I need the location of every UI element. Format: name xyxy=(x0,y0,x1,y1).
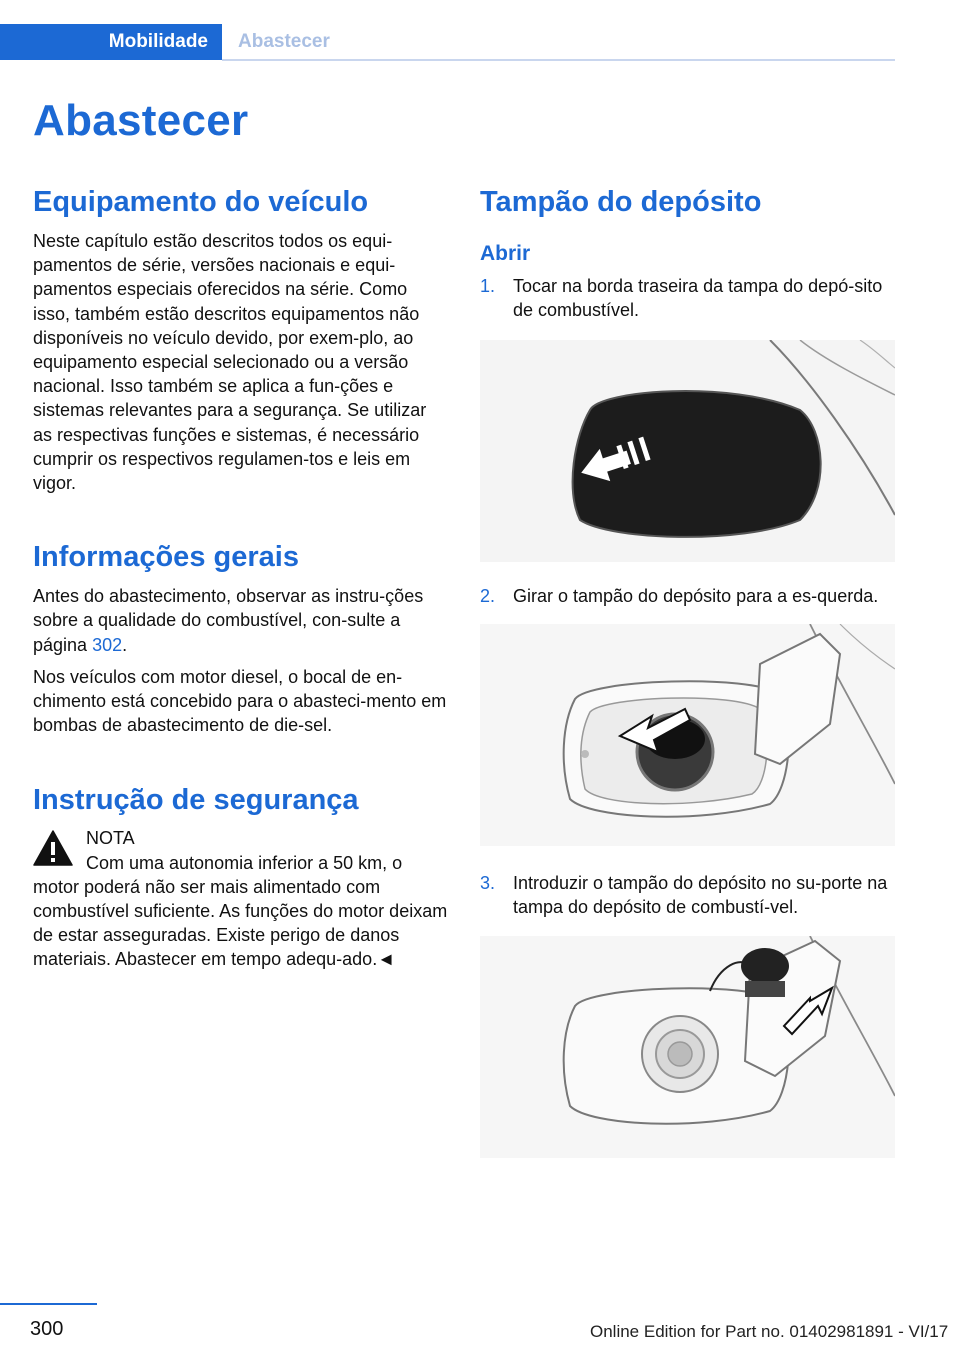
warning-block xyxy=(33,826,448,971)
step-2 xyxy=(480,584,895,608)
warning-text: Com uma autonomia inferior a 50 km, o motor poderá não ser mais alimentado com combustível suficiente. As funções do motor deixam de estar asseguradas. Existe perigo de danos materiais. Abastecer em tempo adequ-ado.◄ xyxy=(33,852,448,970)
general-info-text xyxy=(33,584,448,657)
section-tab[interactable]: Abastecer xyxy=(238,31,330,52)
general-info-text-start: Antes do abastecimento, observar as instru-ções sobre a qualidade do combustível, con-sulte a página xyxy=(33,586,424,655)
fuel-cap-holder-illustration xyxy=(480,936,895,1158)
step-number: 2. xyxy=(480,586,496,607)
page-title: Abastecer xyxy=(33,96,249,145)
page-302-link[interactable]: 302 xyxy=(92,634,123,655)
right-column xyxy=(480,180,895,1158)
edition-note: Online Edition for Part no. 01402981891 - VI/17 xyxy=(590,1322,949,1341)
page-number: 300 xyxy=(30,1318,64,1340)
fuel-flap-press-illustration xyxy=(480,340,895,562)
page-header xyxy=(0,24,895,62)
footer-divider xyxy=(0,1303,97,1305)
step-text: Tocar na borda traseira da tampa do depó-sito de combustível. xyxy=(513,276,883,321)
warning-label: NOTA xyxy=(86,828,135,849)
chapter-tab[interactable]: Mobilidade xyxy=(0,24,222,60)
step-1 xyxy=(480,274,895,322)
left-column xyxy=(33,180,448,972)
equipment-text: Neste capítulo estão descritos todos os equi-pamentos de série, versões nacionais e equi-pamentos especiais oferecidos na série. Como isso, também estão descritos equipamentos não disponíveis no veículo devido, por exem-plo, ao equipamento especial selecionado ou a versão nacional. Isso também se aplica a fun-ções e sistemas relevantes para a segurança. Se utilizar as respectivas funções e sistemas, é necessário cumprir os respectivos regulamen-tos e leis em vigor. xyxy=(33,231,427,494)
step-number: 3. xyxy=(480,872,496,893)
step-3 xyxy=(480,871,895,919)
diesel-text: Nos veículos com motor diesel, o bocal de en-chimento está concebido para o abasteci-mento em bombas de abastecimento de die-sel. xyxy=(33,666,447,736)
fuel-flap-drawing xyxy=(480,340,895,562)
general-info-heading: Informações gerais xyxy=(33,541,299,574)
step-number: 1. xyxy=(480,276,496,296)
fuel-cap-holder-drawing xyxy=(480,936,895,1158)
equipment-heading: Equipamento do veículo xyxy=(33,186,369,218)
fuel-cap-heading: Tampão do depósito xyxy=(480,186,762,218)
safety-heading: Instrução de segurança xyxy=(33,784,359,817)
fuel-cap-turn-drawing xyxy=(480,624,895,846)
general-info-text-end: . xyxy=(122,634,128,655)
warning-triangle-icon xyxy=(33,830,73,866)
step-text: Girar o tampão do depósito para a es-querda. xyxy=(513,586,879,607)
fuel-cap-turn-illustration xyxy=(480,624,895,846)
header-divider xyxy=(222,59,895,61)
step-text: Introduzir o tampão do depósito no su-porte na tampa do depósito de combustí-vel. xyxy=(513,872,888,917)
open-subheading: Abrir xyxy=(480,242,531,265)
